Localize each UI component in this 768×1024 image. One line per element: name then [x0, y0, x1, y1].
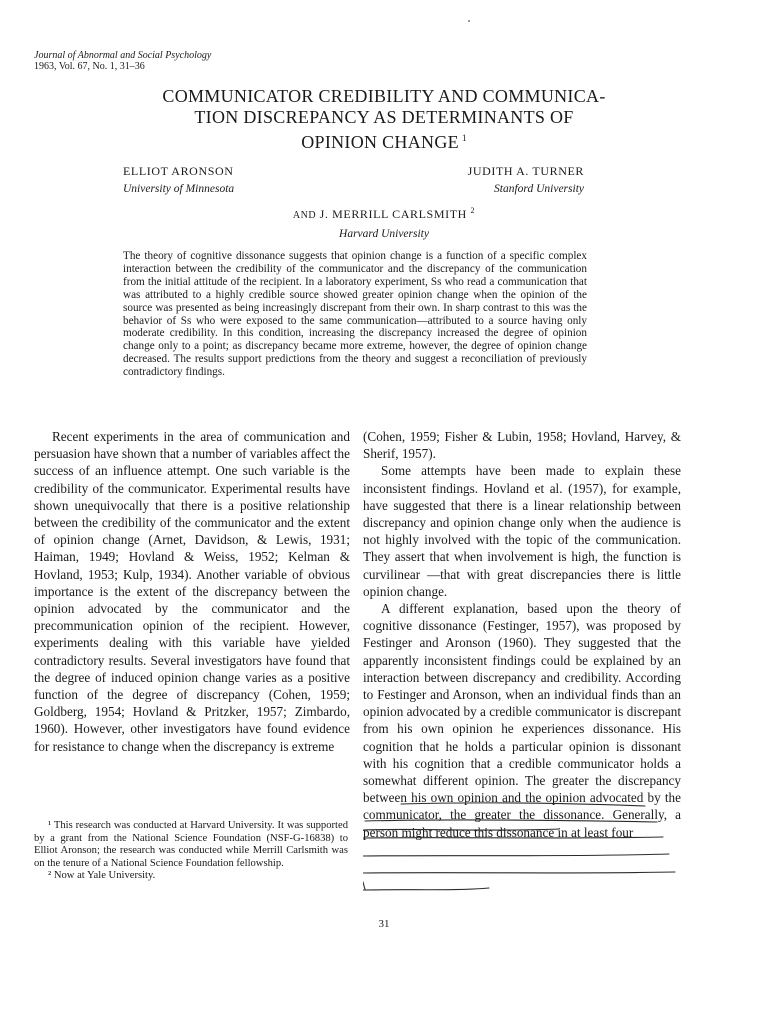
- pen-mark: [363, 882, 365, 889]
- author-affiliation: University of Minnesota: [123, 183, 235, 195]
- title-line-3-text: OPINION CHANGE: [301, 132, 459, 152]
- pen-underline: [363, 854, 669, 856]
- author-block-3: [0, 202, 768, 243]
- body-column-left: [34, 428, 350, 755]
- author-name: J. MERRILL CARLSMITH: [319, 207, 467, 221]
- footnotes: [34, 820, 348, 883]
- speck: [468, 20, 470, 22]
- author-prefix: AND: [292, 210, 317, 221]
- author-block-2: [468, 162, 584, 198]
- journal-name: Journal of Abnormal and Social Psychology: [34, 50, 212, 61]
- body-column-right: [363, 428, 681, 841]
- author-name: ELLIOT ARONSON: [123, 164, 234, 178]
- title-footnote-mark: 1: [461, 133, 467, 143]
- footnote-2: ² Now at Yale University.: [48, 870, 156, 881]
- abstract: The theory of cognitive dissonance suggests that opinion change is a function of a specific complex interaction between the credibility of the communicator and the discrepancy of the communication from the initial attitude of the recipient. In a laboratory experiment, Ss who read a communication that was attributed to a highly credible source showed greater opinion change when the opinion of the source was presented as being increasingly discrepant from their own. In sharp contrast to this was the behavior of Ss who were exposed to the same communication—attributed to a source having only moderate credibility. In this condition, increasing the discrepancy increased the degree of opinion change only to a point; as discrepancy became more extreme, however, the degree of opinion change decreased. The results support predictions from the theory and suggest a reconciliation of previously contradictory findings.: [123, 250, 587, 379]
- body-paragraph: Some attempts have been made to explain these inconsistent findings. Hovland et al. (1957), for example, have suggested that there is a linear relationship between discrepancy and opinion change only when the audience is not highly involved with the topic of the communication. They assert that when involvement is high, the function is curvilinear —that with great discrepancies there is little opinion change.: [363, 463, 681, 599]
- body-paragraph: Recent experiments in the area of communication and persuasion have shown that a number of variables affect the success of an influence attempt. One such variable is the credibility of the communicator. Experimental results have shown unequivocally that there is a positive relationship between the credibility of the communicator and the extent of opinion change (Arnet, Davidson, & Lewis, 1931; Haiman, 1949; Hovland & Weiss, 1952; Kelman & Hovland, 1953; Kulp, 1934). Another variable of obvious importance is the extent of the discrepancy between the opinion advocated by the communicator and the precommunication opinion of the recipient. However, experiments dealing with this variable have yielded contradictory results. Several investigators have found that the degree of induced opinion change varies as a positive function of the degree of discrepancy (Cohen, 1959; Goldberg, 1954; Hovland & Pritzker, 1957; Zimbardo, 1960). However, other investigators have found evidence for resistance to change when the discrepancy is extreme: [34, 429, 350, 754]
- page-number: 31: [378, 918, 390, 930]
- journal-issue: 1963, Vol. 67, No. 1, 31–36: [34, 61, 145, 72]
- pen-underline: [363, 872, 675, 873]
- author-line: [0, 202, 768, 225]
- pen-underline: [363, 888, 489, 890]
- title-line-2: TION DISCREPANCY AS DETERMINANTS OF: [194, 107, 574, 127]
- author-affiliation: Stanford University: [494, 183, 584, 195]
- author-block-1: [123, 162, 234, 198]
- body-paragraph: (Cohen, 1959; Fisher & Lubin, 1958; Hovland, Harvey, & Sherif, 1957).: [363, 429, 681, 462]
- author-affiliation: Harvard University: [339, 228, 429, 240]
- journal-header: [34, 50, 211, 72]
- article-title: [60, 86, 708, 153]
- author-footnote-mark: 2: [470, 206, 476, 215]
- body-paragraph: A different explanation, based upon the theory of cognitive dissonance (Festinger, 1957), was proposed by Festinger and Aronson (1960). They suggested that the apparently inconsistent findings could be explained by an interaction between discrepancy and credibility. According to Festinger and Aronson, when an individual finds than an opinion advocated by a credible communicator is discrepant from his own opinion he experiences dissonance. His cognition that he holds a particular opinion is dissonant with his cognition that a credible communicator holds a somewhat different opinion. The greater the discrepancy between his own opinion and the opinion advocated by the communicator, the greater the dissonance. Generally, a person might reduce this dissonance in at least four: [363, 601, 681, 840]
- author-name: JUDITH A. TURNER: [467, 164, 584, 178]
- title-line-1: COMMUNICATOR CREDIBILITY AND COMMUNICA-: [162, 86, 606, 106]
- title-line-3: [60, 128, 708, 153]
- footnote-1: ¹ This research was conducted at Harvard University. It was supported by a grant from the National Science Foundation (NSF-G-16838) to Elliot Aronson; the research was conducted while Merrill Carlsmith was on the tenure of a National Science Foundation fellowship.: [34, 820, 348, 869]
